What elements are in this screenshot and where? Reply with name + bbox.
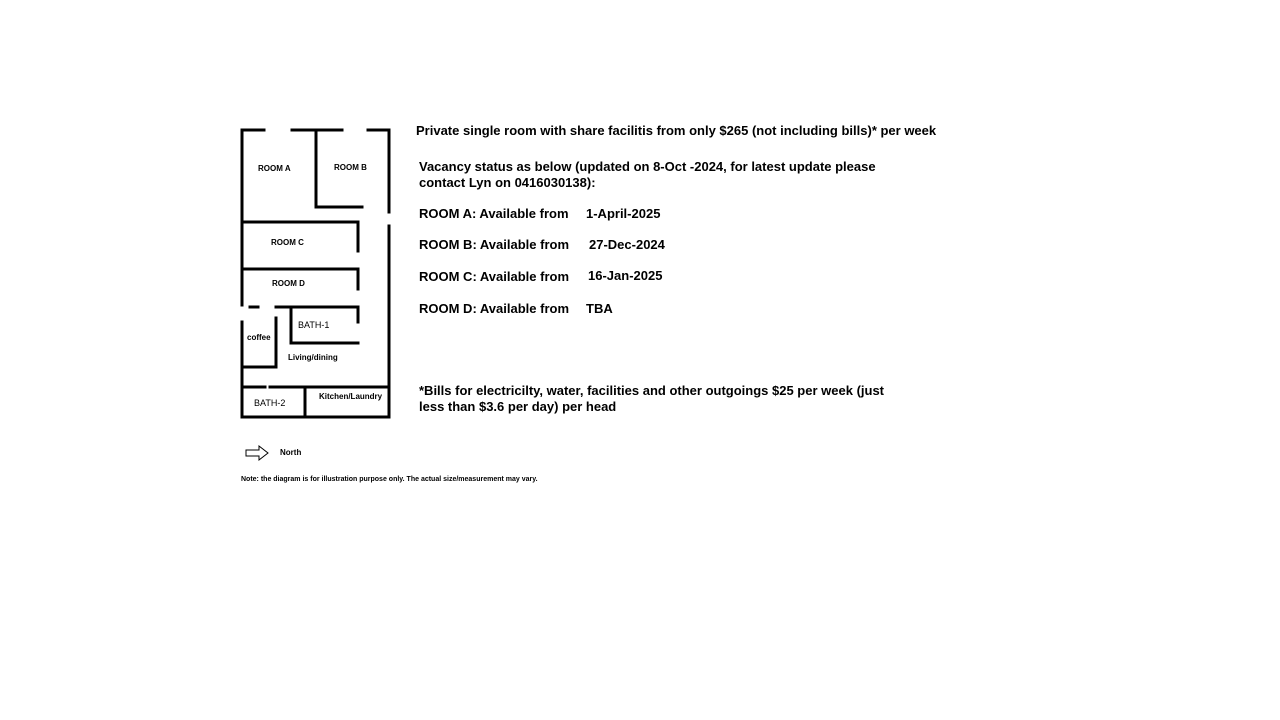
bath-2-label: BATH-2 [254,398,286,408]
availability-room-b-label: ROOM B: Available from [419,237,570,252]
availability-room-b-date: 27-Dec-2024 [589,237,665,252]
room-b-label: ROOM B [334,163,367,172]
room-d-label: ROOM D [272,279,305,288]
vacancy-line-1: Vacancy status as below (updated on 8-Oct -2024, for latest update please [419,159,876,174]
availability-room-d-label: ROOM D: Available from [419,301,570,316]
availability-room-c-date: 16-Jan-2025 [588,268,663,283]
coffee-label: coffee [247,333,271,342]
bills-line-1: *Bills for electricilty, water, facilities and other outgoings $25 per week (just [419,383,885,398]
bills-line-2: less than $3.6 per day) per head [419,399,617,414]
availability-room-a-label: ROOM A: Available from [419,206,569,221]
north-label: North [280,448,302,457]
headline: Private single room with share facilitis from only $265 (not including bills)* per week [416,123,937,138]
arrow-right-outline-icon [246,446,268,460]
room-c-label: ROOM C [271,238,304,247]
living-dining-label: Living/dining [288,353,338,362]
availability-room-d-date: TBA [586,301,613,316]
kitchen-laundry-label: Kitchen/Laundry [319,392,383,401]
availability-room-a-date: 1-April-2025 [586,206,661,221]
room-a-label: ROOM A [258,164,291,173]
diagram-note: Note: the diagram is for illustration purpose only. The actual size/measurement may vary. [241,476,538,483]
vacancy-line-2: contact Lyn on 0416030138): [419,175,596,190]
bath-1-label: BATH-1 [298,320,330,330]
availability-room-c-label: ROOM C: Available from [419,269,570,284]
